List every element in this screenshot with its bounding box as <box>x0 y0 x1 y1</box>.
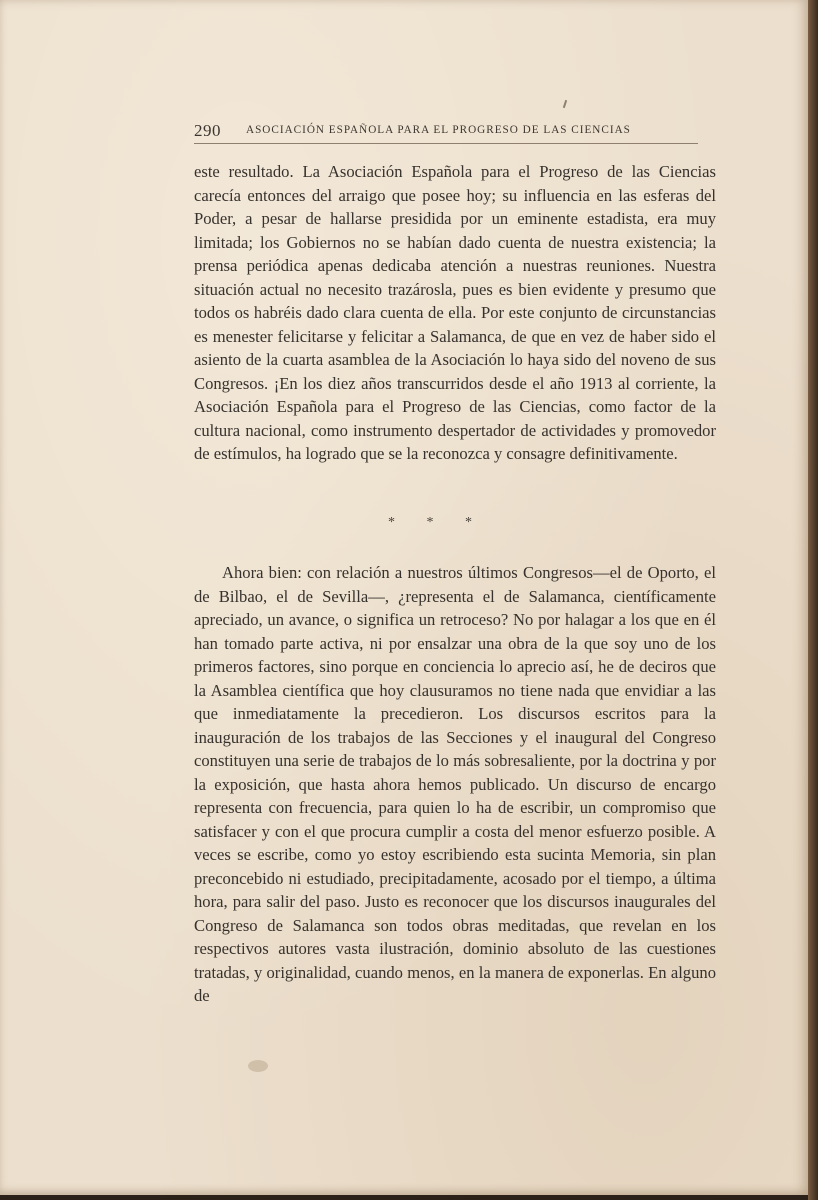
ink-mark <box>563 100 567 108</box>
section-separator: * * * <box>388 515 486 530</box>
running-header <box>194 121 698 144</box>
paragraph-1: este resultado. La Asociación Española para el Progreso de las Ciencias carecía entonces del arraigo que posee hoy; su influencia en las esferas del Poder, a pesar de hallarse presidida por un eminente estadista, era muy limitada; los Gobiernos no se habían dado cuenta de nuestra existencia; la prensa periódica apenas dedicaba atención a nuestras reuniones. Nuestra situación actual no necesito trazárosla, pues es bien evidente y presumo que todos os habréis dado clara cuenta de ella. Por este conjunto de circunstancias es menester felicitarse y felicitar a Salamanca, de que en vez de haber sido el asiento de la cuarta asamblea de la Asociación lo haya sido del noveno de sus Congresos. ¡En los diez años transcurridos desde el año 1913 al corriente, la Asociación Española para el Progreso de las Ciencias, como factor de la cultura nacional, como instrumento despertador de actividades y promovedor de estímulos, ha logrado que se la reconozca y consagre definitivamente. <box>194 162 716 463</box>
paper-smudge <box>248 1060 268 1072</box>
running-title: ASOCIACIÓN ESPAÑOLA PARA EL PROGRESO DE LAS CIENCIAS <box>246 124 631 136</box>
page-number: 290 <box>194 121 221 140</box>
paragraph-2: Ahora bien: con relación a nuestros últimos Congresos—el de Oporto, el de Bilbao, el de Sevilla—, ¿representa el de Salamanca, científicamente apreciado, un avance, o significa un retroceso? No por halagar a los que en él han tomado parte activa, ni por ensalzar una obra de la que soy uno de los primeros factores, sino porque en conciencia lo aprecio así, he de deciros que la Asamblea científica que hoy clausuramos no tiene nada que envidiar a las que inmediatamente la precedieron. Los discursos escritos para la inauguración de los trabajos de las Secciones y el inaugural del Congreso constituyen una serie de trabajos de lo más sobresaliente, por la doctrina y por la exposición, que hasta ahora hemos publicado. Un discurso de encargo representa con frecuencia, para quien lo ha de escribir, un compromiso que satisfacer y con el que procura cumplir a costa del menor esfuerzo posible. A veces se escribe, como yo estoy escribiendo esta sucinta Memoria, sin plan preconcebido ni estudiado, precipitadamente, acosado por el tiempo, a última hora, para salir del paso. Justo es reconocer que los discursos inaugurales del Congreso de Salamanca son todos obras meditadas, que revelan en los respectivos autores vasta ilustración, dominio absoluto de las cuestiones tratadas, y originalidad, cuando menos, en la manera de exponerlas. En alguno de <box>194 563 716 1005</box>
book-edge <box>808 0 818 1200</box>
